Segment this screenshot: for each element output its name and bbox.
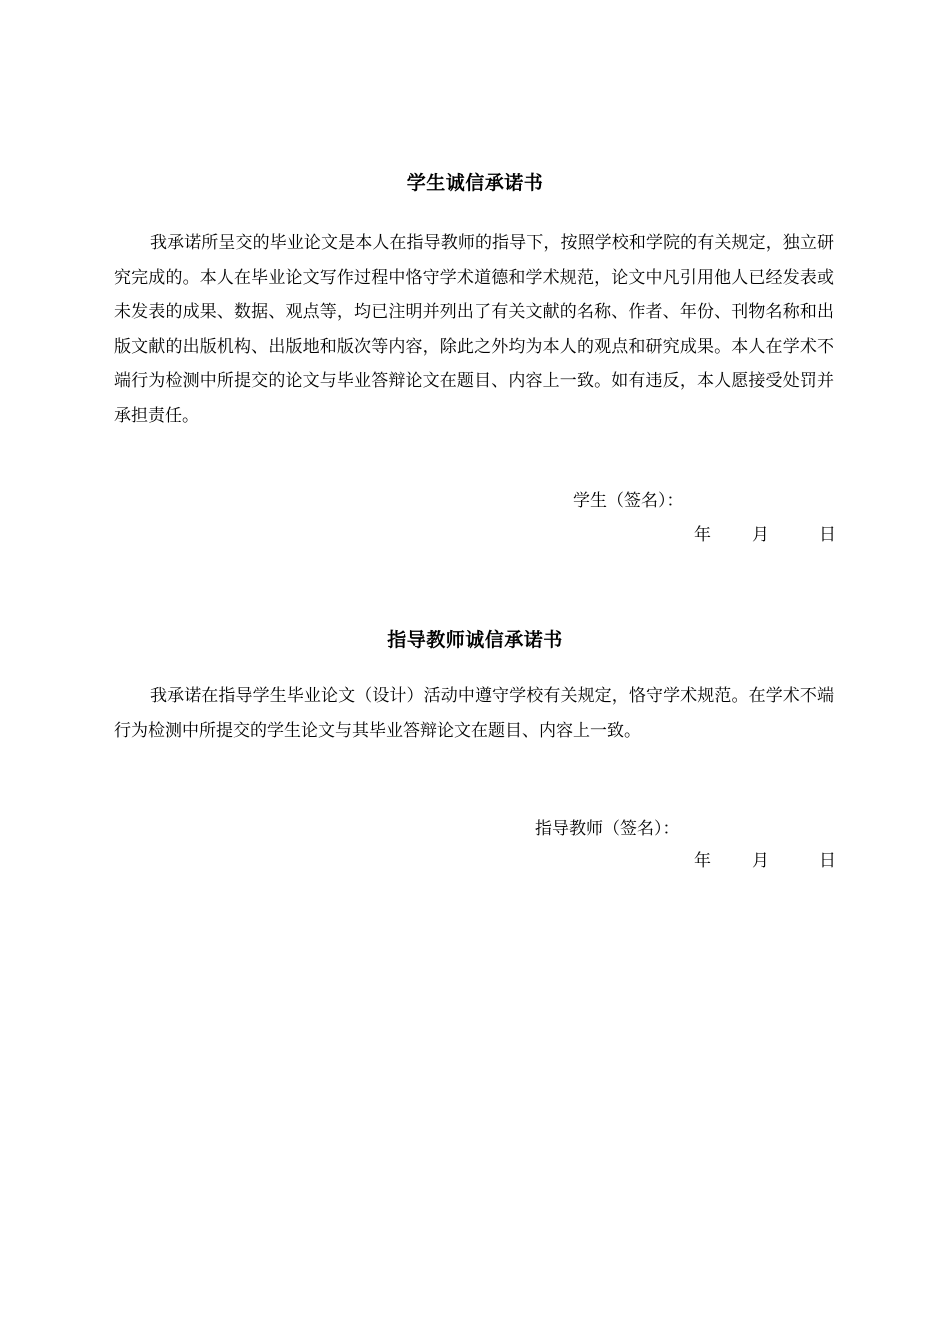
teacher-date-day: 日	[819, 851, 836, 871]
student-pledge-body: 我承诺所呈交的毕业论文是本人在指导教师的指导下，按照学校和学院的有关规定，独立研究完成的。本人在毕业论文写作过程中恪守学术道德和学术规范，论文中凡引用他人已经发表或未发表的成果、数据、观点等，均已注明并列出了有关文献的名称、作者、年份、刊物名称和出版文献的出版机构、出版地和版次等内容，除此之外均为本人的观点和研究成果。本人在学术不端行为检测中所提交的论文与毕业答辩论文在题目、内容上一致。如有违反，本人愿接受处罚并承担责任。	[114, 233, 834, 426]
teacher-date-year: 年	[694, 851, 711, 871]
teacher-pledge-title: 指导教师诚信承诺书	[387, 629, 563, 651]
student-date-year: 年	[694, 525, 711, 545]
teacher-signature-label: 指导教师（签名）：	[535, 819, 680, 839]
student-signature-label: 学生（签名）：	[573, 491, 684, 511]
teacher-date-month: 月	[752, 851, 769, 871]
student-date-month: 月	[752, 525, 769, 545]
teacher-pledge-body: 我承诺在指导学生毕业论文（设计）活动中遵守学校有关规定，恪守学术规范。在学术不端行为检测中所提交的学生论文与其毕业答辩论文在题目、内容上一致。	[114, 686, 834, 741]
student-date-day: 日	[819, 525, 836, 545]
student-pledge-title: 学生诚信承诺书	[406, 172, 544, 194]
